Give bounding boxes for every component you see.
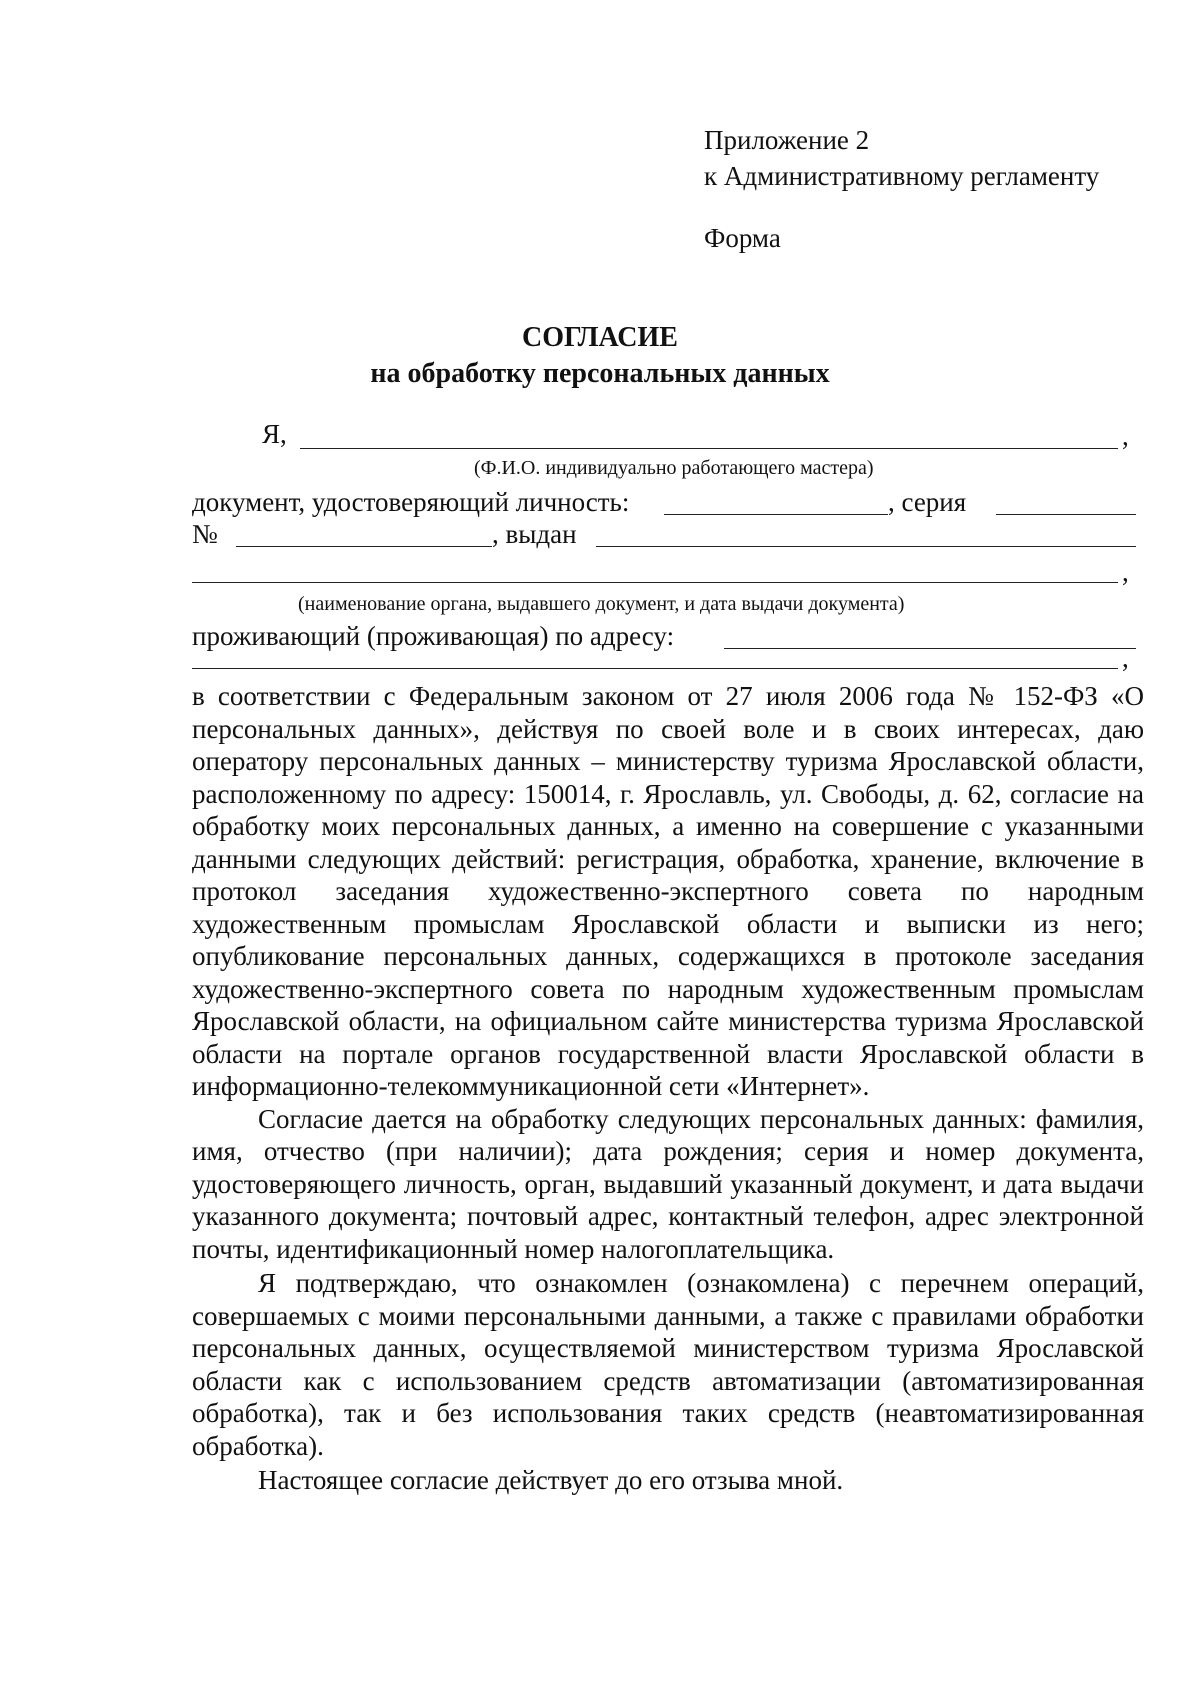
doc-label: документ, удостоверяющий личность: (192, 487, 630, 517)
issued-field[interactable] (596, 546, 1136, 547)
series-label: , серия (888, 487, 967, 517)
document-title: СОГЛАСИЕ (522, 322, 678, 353)
address-comma: , (1122, 643, 1129, 673)
issued-label: , выдан (492, 519, 577, 549)
address-label: проживающий (проживающая) по адресу: (192, 621, 675, 651)
address-field-continued[interactable] (192, 668, 1118, 669)
fio-caption: (Ф.И.О. индивидуально работающего мастера) (474, 457, 874, 479)
address-field[interactable] (724, 648, 1136, 649)
fio-field[interactable] (300, 448, 1118, 449)
consent-paragraph-2: Согласие дается на обработку следующих персональных данных: фамилия, имя, отчество (при наличии); дата рождения; серия и номер документа, удостоверяющего личность, орган, выдавший указанный документ, и дата выдачи указанного документа; почтовый адрес, контактный телефон, адрес электронной почты, идентификационный номер налогоплательщика. (192, 1103, 1144, 1264)
appendix-regulation: к Административному регламенту (704, 161, 1100, 191)
consent-paragraph-3: Я подтверждаю, что ознакомлен (ознакомлена) с перечнем операций, совершаемых с моими персональными данными, а также с правилами обработки персональных данных, осуществляемой министерством туризма Ярославской области как с использованием средств автоматизации (автоматизированная обработка), так и без использования таких средств (неавтоматизированная обработка). (192, 1268, 1144, 1461)
consent-body (192, 680, 1144, 1497)
consent-paragraph-1: в соответствии с Федеральным законом от 27 июля 2006 года № 152-ФЗ «О персональных данных», действуя по своей воле и в своих интересах, даю оператору персональных данных – министерству туризма Ярославской области, расположенному по адресу: 150014, г. Ярославль, ул. Свободы, д. 62, согласие на обработку моих персональных данных, а именно на совершение с указанными данными следующих действий: регистрация, обработка, хранение, включение в протокол заседания художественно-экспертного совета по народным художественным промыслам Ярославской области и выписки из него; опубликование персональных данных, содержащихся в протоколе заседания художественно-экспертного совета по народным художественным промыслам Ярославской области, на официальном сайте министерства туризма Ярославской области на портале органов государственной власти Ярославской области в информационно-телекоммуникационной сети «Интернет». (192, 681, 1144, 1101)
doc-type-field[interactable] (664, 514, 888, 515)
fio-comma: , (1122, 421, 1129, 451)
form-label: Форма (704, 223, 781, 253)
doc-number-field[interactable] (236, 546, 492, 547)
consent-paragraph-4: Настоящее согласие действует до его отзыва мной. (258, 1465, 844, 1495)
issuer-comma: , (1122, 557, 1129, 587)
issuer-caption: (наименование органа, выдавшего документ, и дата выдачи документа) (298, 593, 905, 615)
number-label: № (192, 519, 218, 549)
series-field[interactable] (996, 514, 1136, 515)
appendix-number: Приложение 2 (704, 125, 870, 155)
i-label: Я, (262, 419, 287, 449)
issuer-field[interactable] (192, 582, 1118, 583)
document-subtitle: на обработку персональных данных (370, 358, 830, 389)
